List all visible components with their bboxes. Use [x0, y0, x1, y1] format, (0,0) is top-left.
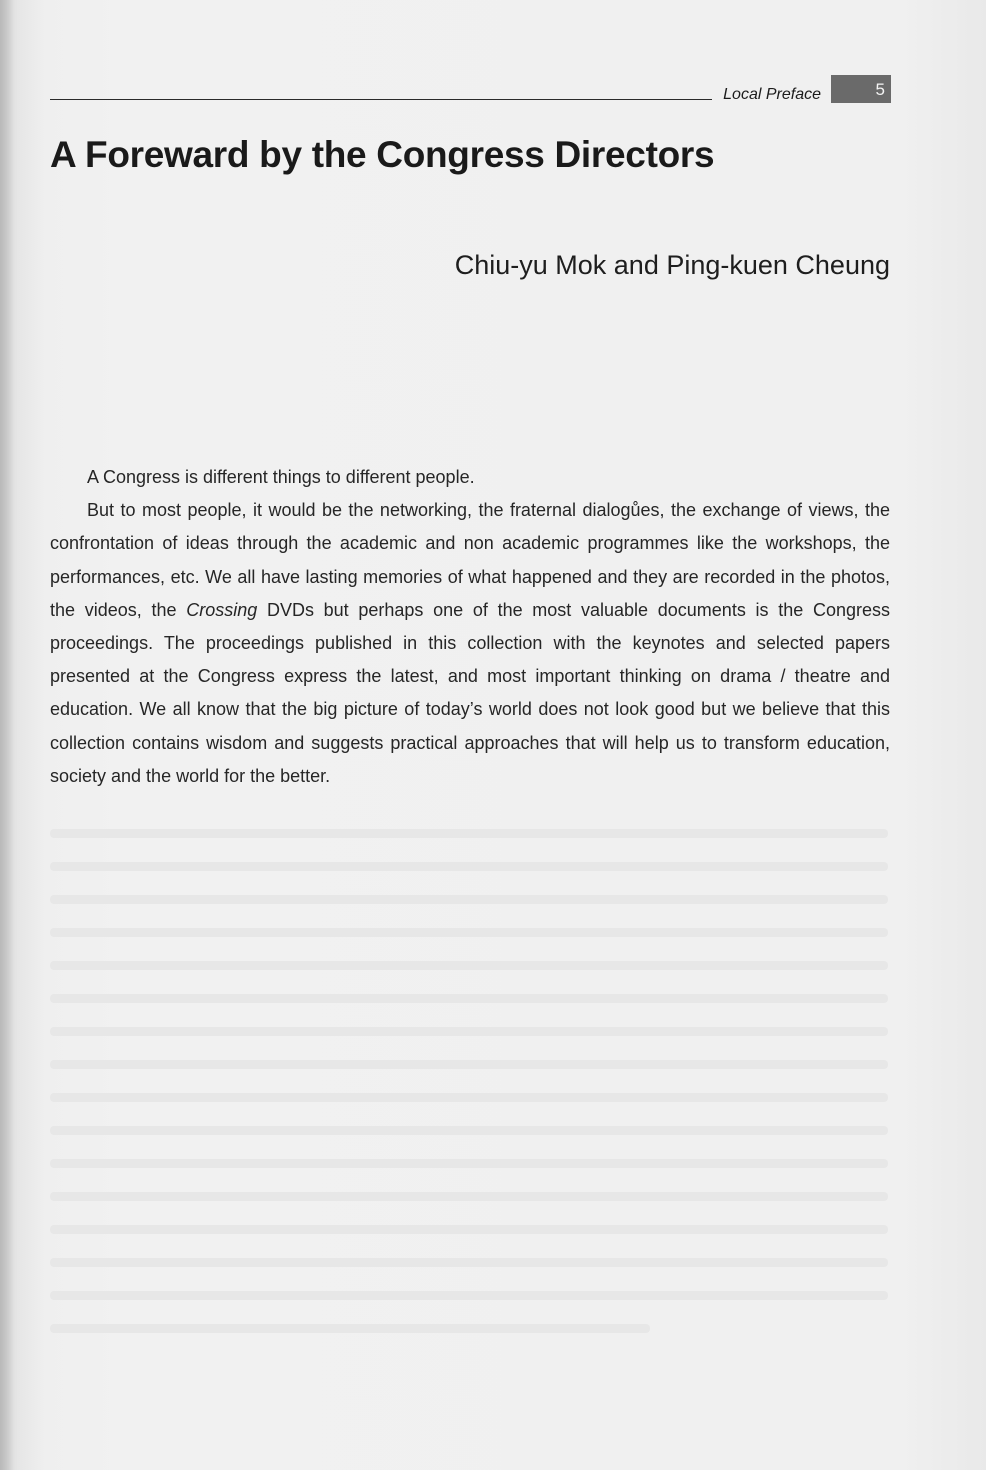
show-through-text	[50, 1126, 888, 1135]
article-body	[50, 461, 890, 793]
italic-title: Crossing	[186, 599, 258, 620]
article-title: A Foreward by the Congress Directors	[50, 134, 715, 175]
paragraph-text: A Congress is different things to different people.	[87, 467, 475, 487]
running-header	[50, 78, 891, 104]
show-through-text	[50, 862, 888, 871]
show-through-text	[50, 895, 888, 904]
show-through-text	[50, 928, 888, 937]
spine-shadow	[0, 0, 14, 1470]
page-number: 5	[831, 75, 891, 103]
header-rule	[50, 99, 712, 100]
show-through-text	[50, 994, 888, 1003]
article-authors: Chiu-yu Mok and Ping-kuen Cheung	[454, 250, 890, 280]
show-through-text	[50, 1060, 888, 1069]
show-through-text	[50, 1159, 888, 1168]
section-name: Local Preface	[723, 86, 821, 103]
show-through-text	[50, 1291, 888, 1300]
show-through-text	[50, 1324, 650, 1333]
show-through-text	[50, 1225, 888, 1234]
paragraph-text: DVDs but perhaps one of the most valuable documents is the Congress proceedings. The proceedings published in this collection with the keynotes and selected papers presented at the Congress express the latest, and most important thinking on drama / theatre and education. We all know that the big picture of today’s world does not look good but we believe that this collection contains wisdom and suggests practical approaches that will help us to transform education, society and the world for the better.	[50, 599, 890, 786]
paragraph-text: But to most people, it would be the networking, the fraternal dialogůes, the exchange of views, the confrontation of ideas through the academic and non academic programmes like the workshops, the performances, etc. We all have lasting memories of what happened and they are recorded in the photos, the videos, the	[50, 500, 890, 620]
body-paragraph	[50, 494, 890, 793]
body-paragraph	[50, 461, 890, 494]
show-through-text	[50, 1093, 888, 1102]
show-through-text	[50, 1192, 888, 1201]
show-through-text	[50, 1258, 888, 1267]
show-through-text	[50, 1027, 888, 1036]
show-through-text	[50, 829, 888, 838]
show-through-text	[50, 961, 888, 970]
